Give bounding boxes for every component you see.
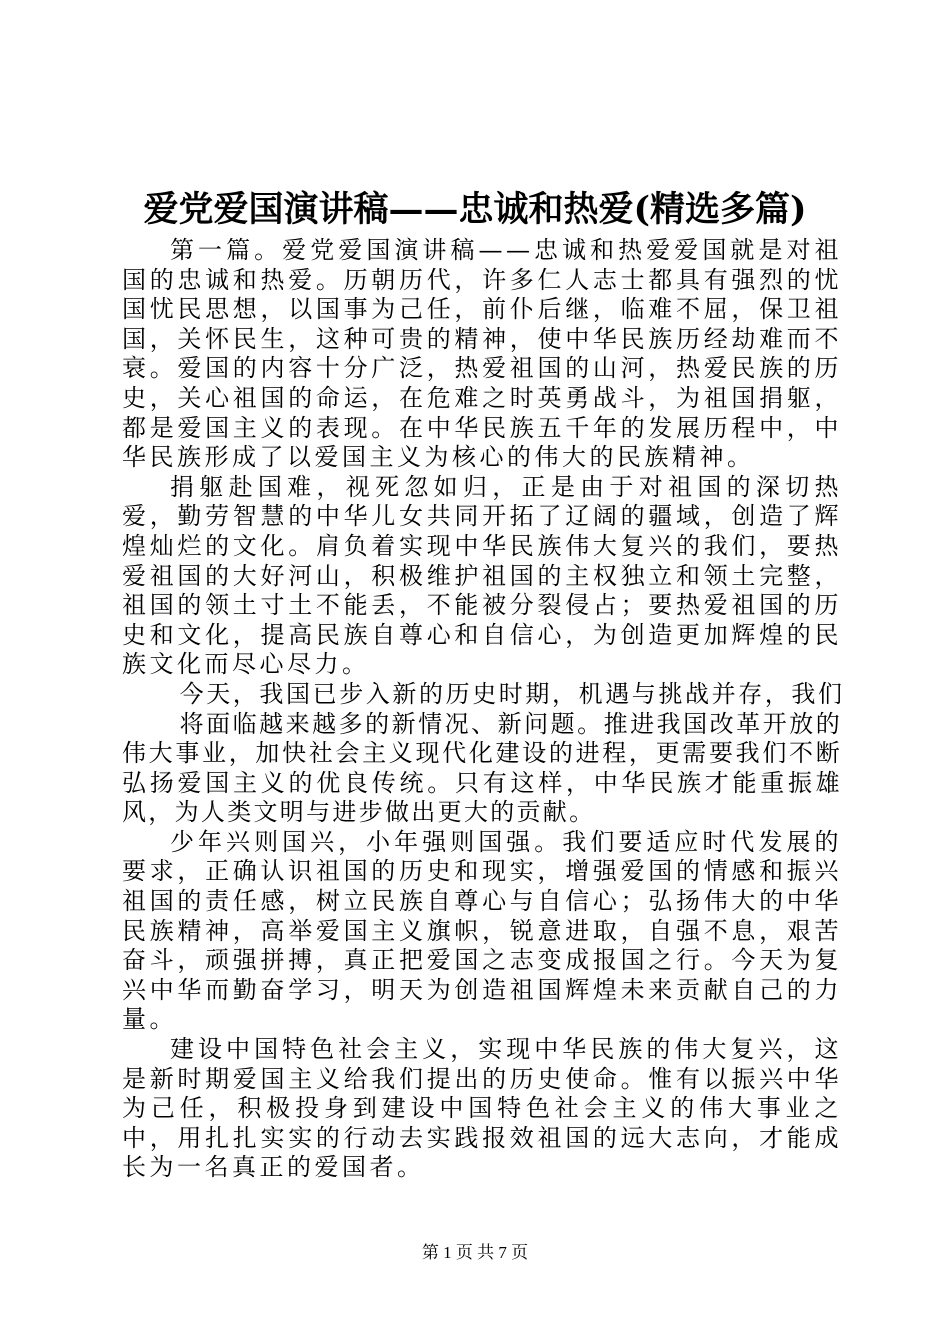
paragraph-3-line-1: 今天，我国已步入新的历史时期，机遇与挑战并存，我们 — [179, 679, 845, 708]
paragraph-1: 第一篇。爱党爱国演讲稿——忠诚和热爱爱国就是对祖国的忠诚和热爱。历朝历代，许多仁人志士都具有强烈的忧国忧民思想，以国事为己任，前仆后继，临难不屈，保卫祖国，关怀民生，这种可贵的精神，使中华民族历经劫难而不衰。爱国的内容十分广泛，热爱祖国的山河，热爱民族的历史，关心祖国的命运，在危难之时英勇战斗，为祖国捐躯，都是爱国主义的表现。在中华民族五千年的发展历程中，中华民族形成了以爱国主义为核心的伟大的民族精神。 — [122, 236, 842, 472]
paragraph-3-continuation: 将面临越来越多的新情况、新问题。推进我国改革开放的伟大事业，加快社会主义现代化建设的进程，更需要我们不断弘扬爱国主义的优良传统。只有这样，中华民族才能重振雄风，为人类文明与进步做出更大的贡献。 — [122, 709, 842, 827]
paragraph-2: 捐躯赴国难，视死忽如归，正是由于对祖国的深切热爱，勤劳智慧的中华儿女共同开拓了辽阔的疆域，创造了辉煌灿烂的文化。肩负着实现中华民族伟大复兴的我们，要热爱祖国的大好河山，积极维护祖国的主权独立和领土完整，祖国的领土寸土不能丢，不能被分裂侵占；要热爱祖国的历史和文化，提高民族自尊心和自信心，为创造更加辉煌的民族文化而尽心尽力。 — [122, 472, 842, 679]
document-title: 爱党爱国演讲稿——忠诚和热爱(精选多篇) — [143, 189, 807, 230]
paragraph-4: 少年兴则国兴，小年强则国强。我们要适应时代发展的要求，正确认识祖国的历史和现实，增强爱国的情感和振兴祖国的责任感，树立民族自尊心与自信心；弘扬伟大的中华民族精神，高举爱国主义旗帜，锐意进取，自强不息，艰苦奋斗，顽强拼搏，真正把爱国之志变成报国之行。今天为复兴中华而勤奋学习，明天为创造祖国辉煌未来贡献自己的力量。 — [122, 827, 842, 1034]
document-body — [122, 236, 845, 1183]
page-footer: 第 1 页 共 7 页 — [421, 1243, 529, 1262]
paragraph-5: 建设中国特色社会主义，实现中华民族的伟大复兴，这是新时期爱国主义给我们提出的历史使命。惟有以振兴中华为己任，积极投身到建设中国特色社会主义的伟大事业之中，用扎扎实实的行动去实践报效祖国的远大志向，才能成长为一名真正的爱国者。 — [122, 1035, 842, 1182]
